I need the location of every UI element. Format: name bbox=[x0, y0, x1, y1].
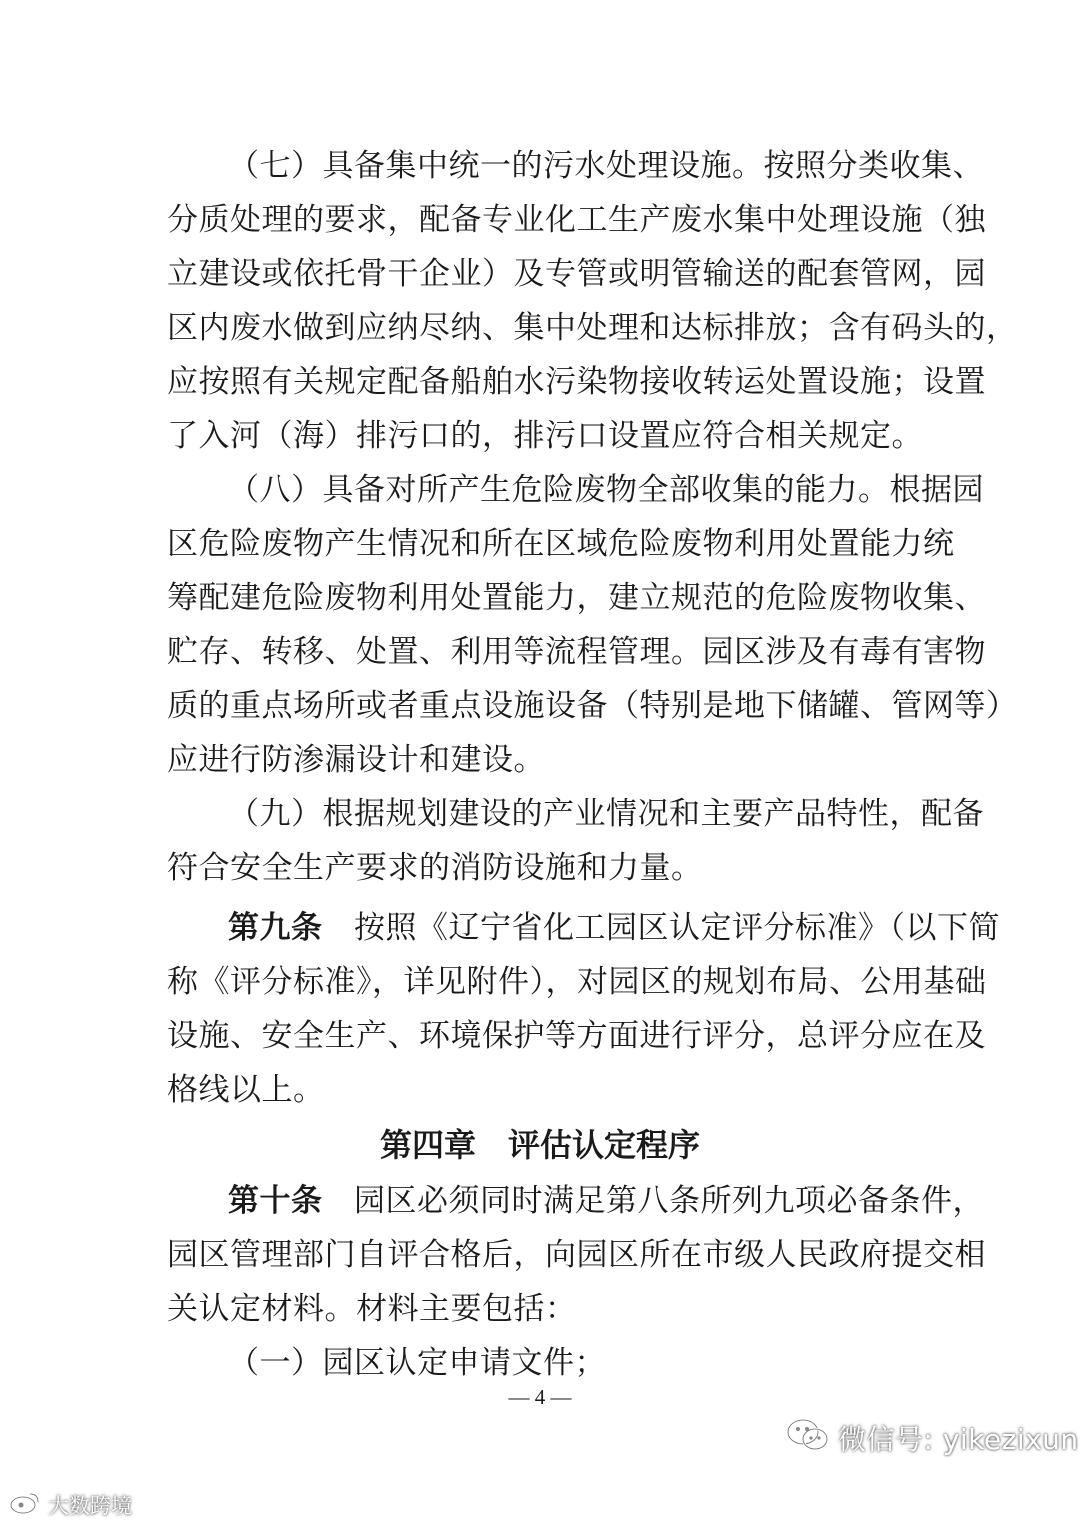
paragraph-line: 格线以上。 bbox=[167, 1072, 325, 1108]
paragraph-line: 分质处理的要求，配备专业化工生产废水集中处理设施（独 bbox=[167, 202, 986, 238]
paragraph-line: 区危险废物产生情况和所在区域危险废物利用处置能力统 bbox=[167, 526, 955, 562]
paragraph-line: 区内废水做到应纳尽纳、集中处理和达标排放；含有码头的， bbox=[167, 310, 1018, 346]
paragraph-line: 称《评分标准》，详见附件），对园区的规划布局、公用基础 bbox=[167, 964, 987, 1000]
wechat-icon bbox=[786, 1417, 838, 1460]
article-10-label: 第十条 bbox=[228, 1183, 323, 1219]
paragraph-line: 了入河（海）排污口的，排污口设置应符合相关规定。 bbox=[167, 418, 923, 454]
paragraph-line: （一）园区认定申请文件； bbox=[228, 1345, 606, 1381]
paragraph-line: 关认定材料。材料主要包括： bbox=[167, 1291, 577, 1327]
paragraph-line: 质的重点场所或者重点设施设备（特别是地下储罐、管网等） bbox=[167, 688, 1018, 724]
wechat-id-text: 微信号: yikezixun bbox=[838, 1423, 1079, 1456]
article-9-line bbox=[228, 899, 1000, 957]
paragraph-line: 应按照有关规定配备船舶水污染物接收转运处置设施；设置 bbox=[167, 364, 986, 400]
paragraph-line: 立建设或依托骨干企业）及专管或明管输送的配套管网，园 bbox=[167, 256, 986, 292]
article-9-text: 按照《辽宁省化工园区认定评分标准》（以下简 bbox=[354, 910, 1000, 946]
paragraph-line: （九）根据规划建设的产业情况和主要产品特性，配备 bbox=[228, 796, 984, 832]
paragraph-line: 应进行防渗漏设计和建设。 bbox=[167, 742, 545, 778]
paragraph-line: 设施、安全生产、环境保护等方面进行评分，总评分应在及 bbox=[167, 1018, 986, 1054]
weibo-account-text: 大数跨境 bbox=[48, 1494, 132, 1518]
paragraph-line: 园区管理部门自评合格后，向园区所在市级人民政府提交相 bbox=[167, 1237, 986, 1273]
paragraph-line: （八）具备对所产生危险废物全部收集的能力。根据园 bbox=[228, 472, 984, 508]
paragraph-line: 贮存、转移、处置、利用等流程管理。园区涉及有毒有害物 bbox=[167, 634, 986, 670]
article-10-line bbox=[228, 1172, 984, 1230]
weibo-icon bbox=[8, 1490, 48, 1521]
paragraph-line: （七）具备集中统一的污水处理设施。按照分类收集、 bbox=[228, 148, 984, 184]
article-10-text: 园区必须同时满足第八条所列九项必备条件， bbox=[354, 1183, 984, 1219]
paragraph-line: 筹配建危险废物利用处置能力，建立规范的危险废物收集、 bbox=[167, 580, 986, 616]
weibo-watermark bbox=[8, 1489, 132, 1521]
paragraph-line: 符合安全生产要求的消防设施和力量。 bbox=[167, 850, 703, 886]
article-9-label: 第九条 bbox=[228, 910, 323, 946]
page-number: — 4 — bbox=[508, 1385, 572, 1409]
chapter-heading: 第四章 评估认定程序 bbox=[379, 1126, 700, 1164]
wechat-watermark bbox=[786, 1418, 1079, 1458]
